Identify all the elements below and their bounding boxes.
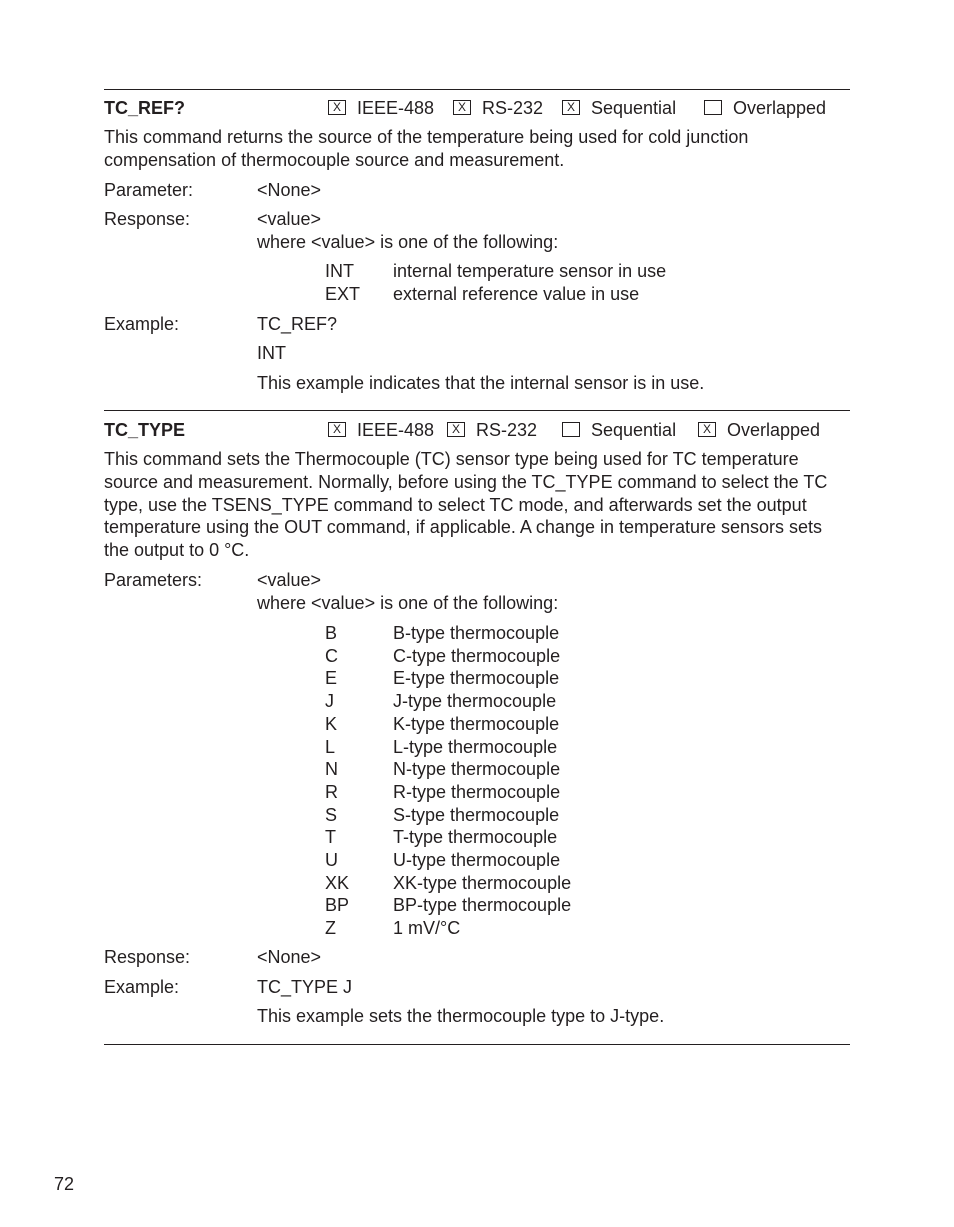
- command-name: TC_TYPE: [104, 420, 186, 440]
- option-code: T: [325, 827, 336, 848]
- response-label: Response:: [104, 947, 191, 967]
- response-label: Response:: [104, 209, 191, 229]
- option-code: L: [325, 736, 336, 757]
- flag-label: IEEE-488: [357, 98, 435, 118]
- option-desc: U-type thermocouple: [393, 850, 561, 870]
- example-label: Example:: [104, 977, 180, 997]
- flag-checkbox: X: [447, 422, 465, 437]
- flag-label: Sequential: [591, 420, 677, 440]
- option-desc: T-type thermocouple: [393, 827, 558, 848]
- option-desc: R-type thermocouple: [393, 781, 561, 802]
- flag-checkbox: X: [453, 100, 471, 115]
- flag-checkbox: X: [328, 422, 346, 437]
- option-desc: J-type thermocouple: [393, 691, 557, 712]
- parameter-value: <None>: [257, 180, 322, 200]
- option-code: Z: [325, 918, 336, 939]
- section-divider: [104, 410, 850, 411]
- parameters-value: <value>: [257, 570, 322, 590]
- option-code: U: [325, 850, 338, 870]
- option-code: K: [325, 713, 338, 734]
- option-desc: C-type thermocouple: [393, 645, 561, 666]
- option-code: S: [325, 804, 338, 825]
- flag-checkbox: [704, 100, 722, 115]
- option-code: BP: [325, 895, 350, 916]
- flag-checkbox: [562, 422, 580, 437]
- response-where: where <value> is one of the following:: [257, 232, 559, 252]
- flag-checkbox: X: [698, 422, 716, 437]
- option-code: R: [325, 781, 338, 802]
- example-note: This example sets the thermocouple type to J-type.: [257, 1006, 665, 1026]
- example-label: Example:: [104, 314, 180, 334]
- command-description: This command sets the Thermocouple (TC) sensor type being used for TC temperature source and measurement. Normally, before using the TC_TYPE command to select the TC type, use the TSENS_TYPE command to select TC mode, and afterwards set the output temperature using the OUT command, if applicable. A change in temperature sensors sets the output to 0 °C.: [104, 449, 828, 561]
- option-desc: XK-type thermocouple: [393, 872, 572, 893]
- flag-checkbox: X: [328, 100, 346, 115]
- option-desc: internal temperature sensor in use: [393, 261, 667, 281]
- example-note: This example indicates that the internal sensor is in use.: [257, 373, 705, 393]
- option-code: XK: [325, 872, 350, 893]
- option-desc: S-type thermocouple: [393, 804, 560, 825]
- option-desc: external reference value in use: [393, 284, 640, 304]
- flag-label: Sequential: [591, 98, 677, 118]
- option-code: N: [325, 759, 338, 780]
- option-desc: E-type thermocouple: [393, 668, 560, 689]
- option-code: E: [325, 668, 338, 689]
- flag-label: RS-232: [482, 98, 544, 118]
- option-code: EXT: [325, 284, 361, 304]
- option-code: J: [325, 691, 334, 712]
- command-name: TC_REF?: [104, 98, 185, 118]
- option-code: B: [325, 623, 338, 643]
- command-description: This command returns the source of the temperature being used for cold junction compensation of thermocouple source and measurement.: [104, 127, 749, 170]
- option-code: C: [325, 645, 338, 666]
- option-desc: K-type thermocouple: [393, 713, 560, 734]
- example-command: TC_REF?: [257, 314, 338, 334]
- example-command: TC_TYPE J: [257, 977, 353, 997]
- section-divider: [104, 1044, 850, 1045]
- response-value: <value>: [257, 209, 322, 229]
- page-number: 72: [54, 1174, 75, 1194]
- option-code: INT: [325, 261, 354, 281]
- response-value: <None>: [257, 947, 322, 967]
- option-desc: N-type thermocouple: [393, 759, 561, 780]
- parameters-where: where <value> is one of the following:: [257, 593, 559, 613]
- option-desc: L-type thermocouple: [393, 736, 558, 757]
- option-desc: 1 mV/°C: [393, 918, 461, 939]
- flag-label: Overlapped: [727, 420, 821, 440]
- flag-label: IEEE-488: [357, 420, 435, 440]
- flag-label: RS-232: [476, 420, 538, 440]
- flag-checkbox: X: [562, 100, 580, 115]
- option-desc: BP-type thermocouple: [393, 895, 572, 916]
- example-reply: INT: [257, 343, 286, 363]
- parameters-label: Parameters:: [104, 570, 203, 590]
- option-desc: B-type thermocouple: [393, 623, 560, 643]
- flag-label: Overlapped: [733, 98, 827, 118]
- section-divider: [104, 89, 850, 90]
- parameter-label: Parameter:: [104, 180, 194, 200]
